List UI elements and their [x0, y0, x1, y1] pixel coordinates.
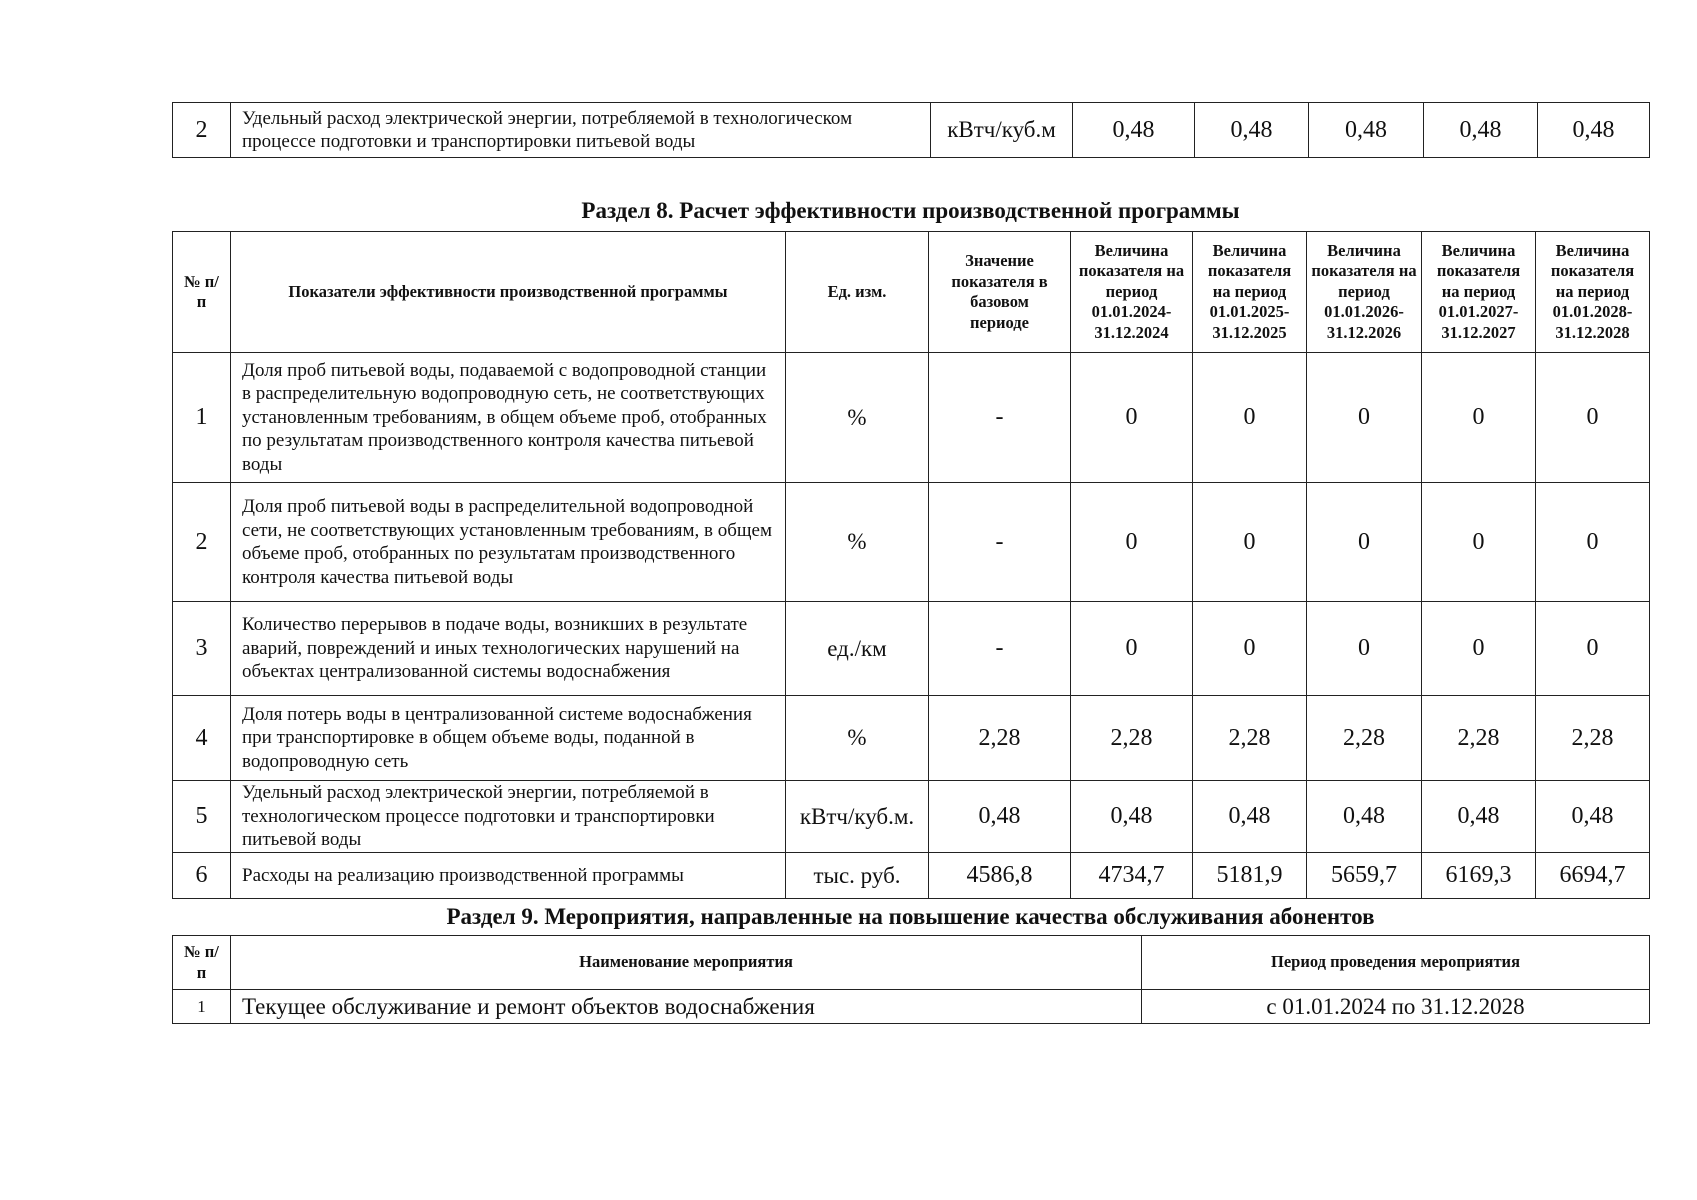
- header-period: Величина показателя на период 01.01.2024-31.12.2024: [1071, 232, 1193, 353]
- indicator-name: Удельный расход электрической энергии, потребляемой в технологическом процессе подготовки и транспортировки питьевой воды: [231, 781, 786, 853]
- value-cell: 0,48: [1309, 103, 1424, 158]
- header-row: [173, 936, 1650, 990]
- unit-cell: тыс. руб.: [786, 853, 929, 899]
- header-base: Значение показателя в базовом периоде: [929, 232, 1071, 353]
- value-cell: 0,48: [1424, 103, 1538, 158]
- indicator-name: Доля проб питьевой воды в распределительной водопроводной сети, не соответствующих установленным требованиям, в общем объеме проб, отобранных по результатам производственного контроля качества питьевой воды: [231, 483, 786, 602]
- value-cell: 0,48: [1071, 781, 1193, 853]
- value-cell: 0,48: [1536, 781, 1650, 853]
- table-row: [173, 781, 1650, 853]
- header-period: Величина показателя на период 01.01.2028-31.12.2028: [1536, 232, 1650, 353]
- header-num: № п/п: [173, 936, 231, 990]
- base-value: -: [929, 602, 1071, 696]
- value-cell: 0: [1422, 353, 1536, 483]
- section-8-table: [172, 231, 1650, 899]
- header-num: № п/п: [173, 232, 231, 353]
- row-number: 1: [173, 353, 231, 483]
- table-row: [173, 353, 1650, 483]
- value-cell: 0: [1422, 483, 1536, 602]
- value-cell: 6169,3: [1422, 853, 1536, 899]
- table-row: [173, 103, 1650, 158]
- row-number: 5: [173, 781, 231, 853]
- value-cell: 0,48: [1195, 103, 1309, 158]
- value-cell: 2,28: [1307, 696, 1422, 781]
- value-cell: 0,48: [1307, 781, 1422, 853]
- row-number: 2: [173, 483, 231, 602]
- indicator-name: Удельный расход электрической энергии, потребляемой в технологическом процессе подготовки и транспортировки питьевой воды: [231, 103, 931, 158]
- value-cell: 0: [1193, 602, 1307, 696]
- unit-cell: кВтч/куб.м.: [786, 781, 929, 853]
- value-cell: 0,48: [1073, 103, 1195, 158]
- value-cell: 0: [1536, 483, 1650, 602]
- header-row: [173, 232, 1650, 353]
- value-cell: 4734,7: [1071, 853, 1193, 899]
- value-cell: 2,28: [1071, 696, 1193, 781]
- table-row: [173, 483, 1650, 602]
- indicator-name: Доля потерь воды в централизованной системе водоснабжения при транспортировке в общем объеме воды, поданной в водопроводную сеть: [231, 696, 786, 781]
- header-period: Величина показателя на период 01.01.2026-31.12.2026: [1307, 232, 1422, 353]
- activity-period: с 01.01.2024 по 31.12.2028: [1142, 990, 1650, 1024]
- section-9-table: [172, 935, 1650, 1024]
- indicator-name: Количество перерывов в подаче воды, возникших в результате аварий, повреждений и иных технологических нарушений на объектах централизованной системы водоснабжения: [231, 602, 786, 696]
- indicator-name: Расходы на реализацию производственной программы: [231, 853, 786, 899]
- value-cell: 0: [1307, 602, 1422, 696]
- header-period: Величина показателя на период 01.01.2027-31.12.2027: [1422, 232, 1536, 353]
- value-cell: 2,28: [1536, 696, 1650, 781]
- activity-name: Текущее обслуживание и ремонт объектов водоснабжения: [231, 990, 1142, 1024]
- value-cell: 5181,9: [1193, 853, 1307, 899]
- value-cell: 0,48: [1193, 781, 1307, 853]
- header-period: Величина показателя на период 01.01.2025-31.12.2025: [1193, 232, 1307, 353]
- unit-cell: кВтч/куб.м: [931, 103, 1073, 158]
- value-cell: 0,48: [1538, 103, 1650, 158]
- table-row: [173, 853, 1650, 899]
- value-cell: 2,28: [1193, 696, 1307, 781]
- value-cell: 0: [1307, 483, 1422, 602]
- table-row: [173, 696, 1650, 781]
- base-value: 2,28: [929, 696, 1071, 781]
- row-number: 3: [173, 602, 231, 696]
- section-9-title: Раздел 9. Мероприятия, направленные на повышение качества обслуживания абонентов: [446, 904, 1375, 929]
- value-cell: 6694,7: [1536, 853, 1650, 899]
- value-cell: 5659,7: [1307, 853, 1422, 899]
- base-value: 4586,8: [929, 853, 1071, 899]
- value-cell: 0: [1193, 483, 1307, 602]
- header-name: Наименование мероприятия: [231, 936, 1142, 990]
- table-row: [173, 602, 1650, 696]
- value-cell: 0: [1536, 602, 1650, 696]
- base-value: 0,48: [929, 781, 1071, 853]
- value-cell: 0: [1071, 483, 1193, 602]
- row-number: 4: [173, 696, 231, 781]
- unit-cell: %: [786, 483, 929, 602]
- header-period: Период проведения мероприятия: [1142, 936, 1650, 990]
- value-cell: 0,48: [1422, 781, 1536, 853]
- value-cell: 2,28: [1422, 696, 1536, 781]
- value-cell: 0: [1193, 353, 1307, 483]
- value-cell: 0: [1307, 353, 1422, 483]
- value-cell: 0: [1422, 602, 1536, 696]
- table-row: [173, 990, 1650, 1024]
- value-cell: 0: [1071, 602, 1193, 696]
- value-cell: 0: [1071, 353, 1193, 483]
- header-unit: Ед. изм.: [786, 232, 929, 353]
- unit-cell: %: [786, 696, 929, 781]
- row-number: 6: [173, 853, 231, 899]
- unit-cell: %: [786, 353, 929, 483]
- indicator-name: Доля проб питьевой воды, подаваемой с водопроводной станции в распределительную водопроводную сеть, не соответствующих установленным требованиям, в общем объеме проб, отобранных по результатам производственного контроля качества питьевой воды: [231, 353, 786, 483]
- header-name: Показатели эффективности производственной программы: [231, 232, 786, 353]
- row-number: 2: [173, 103, 231, 158]
- unit-cell: ед./км: [786, 602, 929, 696]
- base-value: -: [929, 353, 1071, 483]
- row-number: 1: [173, 990, 231, 1024]
- value-cell: 0: [1536, 353, 1650, 483]
- base-value: -: [929, 483, 1071, 602]
- section-8-title: Раздел 8. Расчет эффективности производственной программы: [581, 198, 1240, 223]
- top-table: [172, 102, 1650, 158]
